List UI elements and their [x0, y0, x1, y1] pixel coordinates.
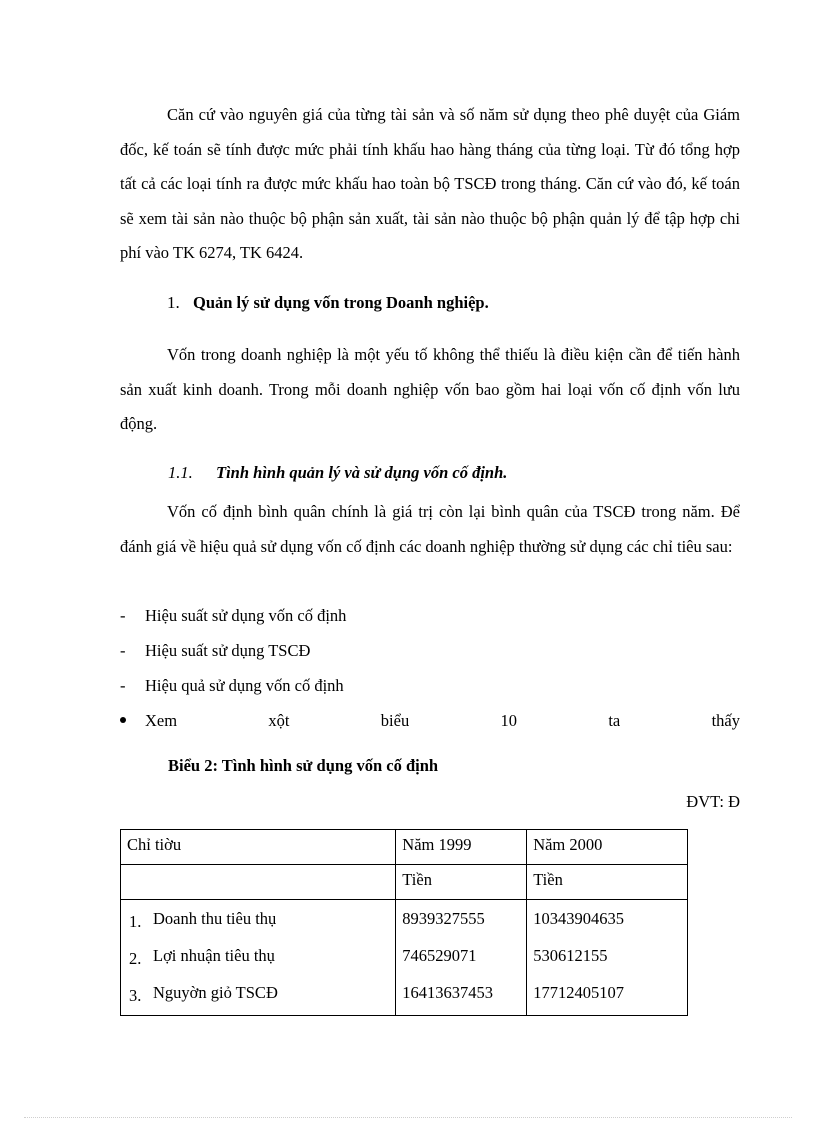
subheader-cell	[121, 865, 396, 900]
value-cell: 530612155	[527, 939, 688, 976]
row-label-cell: 3. Nguyờn giỏ TSCĐ	[121, 976, 396, 1016]
table-header-row	[121, 830, 688, 865]
value-cell: 746529071	[396, 939, 527, 976]
section-heading-1	[167, 293, 489, 313]
subsection-number: 1.1.	[168, 463, 193, 482]
unit-label: ĐVT: Đ	[686, 792, 740, 811]
fixed-capital-table	[120, 829, 688, 1016]
subheader-cell: Tiền	[396, 865, 527, 900]
section-heading-1-1	[168, 463, 507, 483]
value-cell: 17712405107	[527, 976, 688, 1016]
subheader-cell: Tiền	[527, 865, 688, 900]
subsection-title: Tình hình quản lý và sử dụng vốn cố định.	[216, 463, 508, 482]
row-label-cell: 1. Doanh thu tiêu thụ	[121, 900, 396, 940]
dash-marker: -	[120, 606, 126, 625]
header-cell: Năm 1999	[396, 830, 527, 865]
page-bottom-divider	[24, 1117, 792, 1118]
table-row	[121, 900, 688, 940]
indicator-list	[120, 598, 740, 703]
bullet-icon	[120, 717, 126, 723]
table-row	[121, 939, 688, 976]
header-cell: Năm 2000	[527, 830, 688, 865]
paragraph-depreciation: Căn cứ vào nguyên giá của từng tài sản và số năm sử dụng theo phê duyệt của Giám đốc, kế toán sẽ tính được mức phải tính khấu hao hàng tháng của từng loại. Từ đó tổng hợp tất cả các loại tính ra được mức khấu hao toàn bộ TSCĐ trong tháng. Căn cứ vào đó, kế toán sẽ xem tài sản nào thuộc bộ phận sản xuất, tài sản nào thuộc bộ phận quản lý để tập hợp chi phí vào TK 6274, TK 6424.	[120, 105, 740, 262]
header-cell: Chỉ tiờu	[121, 830, 396, 865]
value-cell: 8939327555	[396, 900, 527, 940]
row-number: 1.	[129, 912, 142, 931]
value-cell: 10343904635	[527, 900, 688, 940]
value-cell: 16413637453	[396, 976, 527, 1016]
section-number: 1.	[167, 293, 180, 312]
list-item: - Hiệu quả sử dụng vốn cố định	[120, 668, 740, 703]
list-item: - Hiệu suất sử dụng vốn cố định	[120, 598, 740, 633]
table-caption: Biểu 2: Tình hình sử dụng vốn cố định	[168, 756, 439, 775]
list-item: - Hiệu suất sử dụng TSCĐ	[120, 633, 740, 668]
table-subheader-row	[121, 865, 688, 900]
paragraph-capital: Vốn trong doanh nghiệp là một yếu tố không thể thiếu là điều kiện cần để tiến hành sản xuất kinh doanh. Trong mỗi doanh nghiệp vốn bao gồm hai loại vốn cố định vốn lưu động.	[120, 345, 740, 433]
paragraph-fixed-capital: Vốn cố định bình quân chính là giá trị còn lại bình quân của TSCĐ trong năm. Để đánh giá về hiệu quả sử dụng vốn cố định các doanh nghiệp thường sử dụng các chỉ tiêu sau:	[120, 502, 740, 556]
bullet-line	[120, 703, 740, 738]
row-number: 2.	[129, 949, 142, 968]
row-label-cell: 2. Lợi nhuận tiêu thụ	[121, 939, 396, 976]
row-number: 3.	[129, 986, 142, 1005]
bullet-text: Xem xột biểu 10 ta thấy	[145, 711, 740, 730]
dash-marker: -	[120, 676, 126, 695]
dash-marker: -	[120, 641, 126, 660]
table-row	[121, 976, 688, 1016]
section-title: Quản lý sử dụng vốn trong Doanh nghiệp.	[193, 293, 489, 312]
